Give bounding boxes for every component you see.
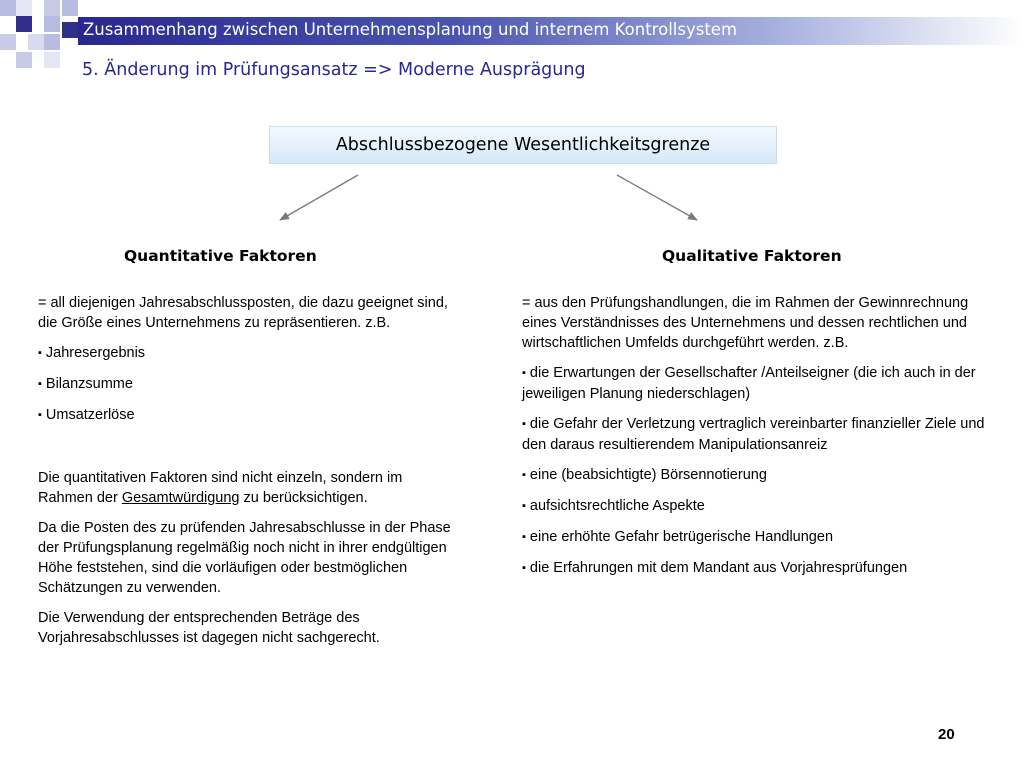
right-bullet: ▪ eine (beabsichtigte) Börsennotierung	[522, 465, 992, 486]
arrow-left	[280, 175, 358, 220]
right-bullet: ▪ die Gefahr der Verletzung vertraglich vereinbarter finanzieller Ziele und den daraus resultierendem Manipulationsanreiz	[522, 414, 992, 455]
left-column	[38, 293, 458, 658]
left-paragraph-3: Die Verwendung der entsprechenden Beträge des Vorjahresabschlusses ist dagegen nicht sachgerecht.	[38, 610, 380, 646]
center-concept-box: Abschlussbezogene Wesentlichkeitsgrenze	[269, 126, 777, 164]
right-bullet: ▪ eine erhöhte Gefahr betrügerische Handlungen	[522, 527, 992, 548]
right-bullet: ▪ aufsichtsrechtliche Aspekte	[522, 496, 992, 517]
heading-qualitative: Qualitative Faktoren	[662, 247, 842, 265]
slide-title: Zusammenhang zwischen Unternehmensplanung und internem Kontrollsystem	[83, 20, 738, 39]
left-paragraph-1: Die quantitativen Faktoren sind nicht einzeln, sondern im Rahmen der Gesamtwürdigung zu berücksichtigen.	[38, 470, 403, 506]
left-intro: = all diejenigen Jahresabschlussposten, die dazu geeignet sind, die Größe eines Unternehmens zu repräsentieren. z.B.	[38, 295, 448, 331]
right-bullet: ▪ die Erfahrungen mit dem Mandant aus Vorjahresprüfungen	[522, 558, 992, 579]
left-bullet: ▪ Bilanzsumme	[38, 374, 458, 395]
slide-subtitle: 5. Änderung im Prüfungsansatz => Moderne Ausprägung	[82, 60, 586, 80]
arrow-right	[617, 175, 697, 220]
gesamtwuerdigung-term: Gesamtwürdigung	[121, 490, 240, 506]
right-intro: = aus den Prüfungshandlungen, die im Rahmen der Gewinnrechnung eines Verständnisses des Unternehmens und dessen rechtlichen und wirtschaftlichen Umfelds durchgeführt werden. z.B.	[522, 295, 969, 351]
left-bullet: ▪ Umsatzerlöse	[38, 405, 458, 426]
heading-quantitative: Quantitative Faktoren	[124, 247, 317, 265]
right-bullet: ▪ die Erwartungen der Gesellschafter /Anteilseigner (die ich auch in der jeweiligen Planung niederschlagen)	[522, 363, 992, 404]
left-bullet: ▪ Jahresergebnis	[38, 343, 458, 364]
left-paragraph-2: Da die Posten des zu prüfenden Jahresabschlusse in der Phase der Prüfungsplanung regelmäßig noch nicht in ihrer endgültigen Höhe feststehen, sind die vorläufigen oder bestmöglichen Schätzungen zu verwenden.	[38, 520, 451, 596]
right-column	[522, 293, 992, 589]
page-number: 20	[938, 726, 955, 743]
